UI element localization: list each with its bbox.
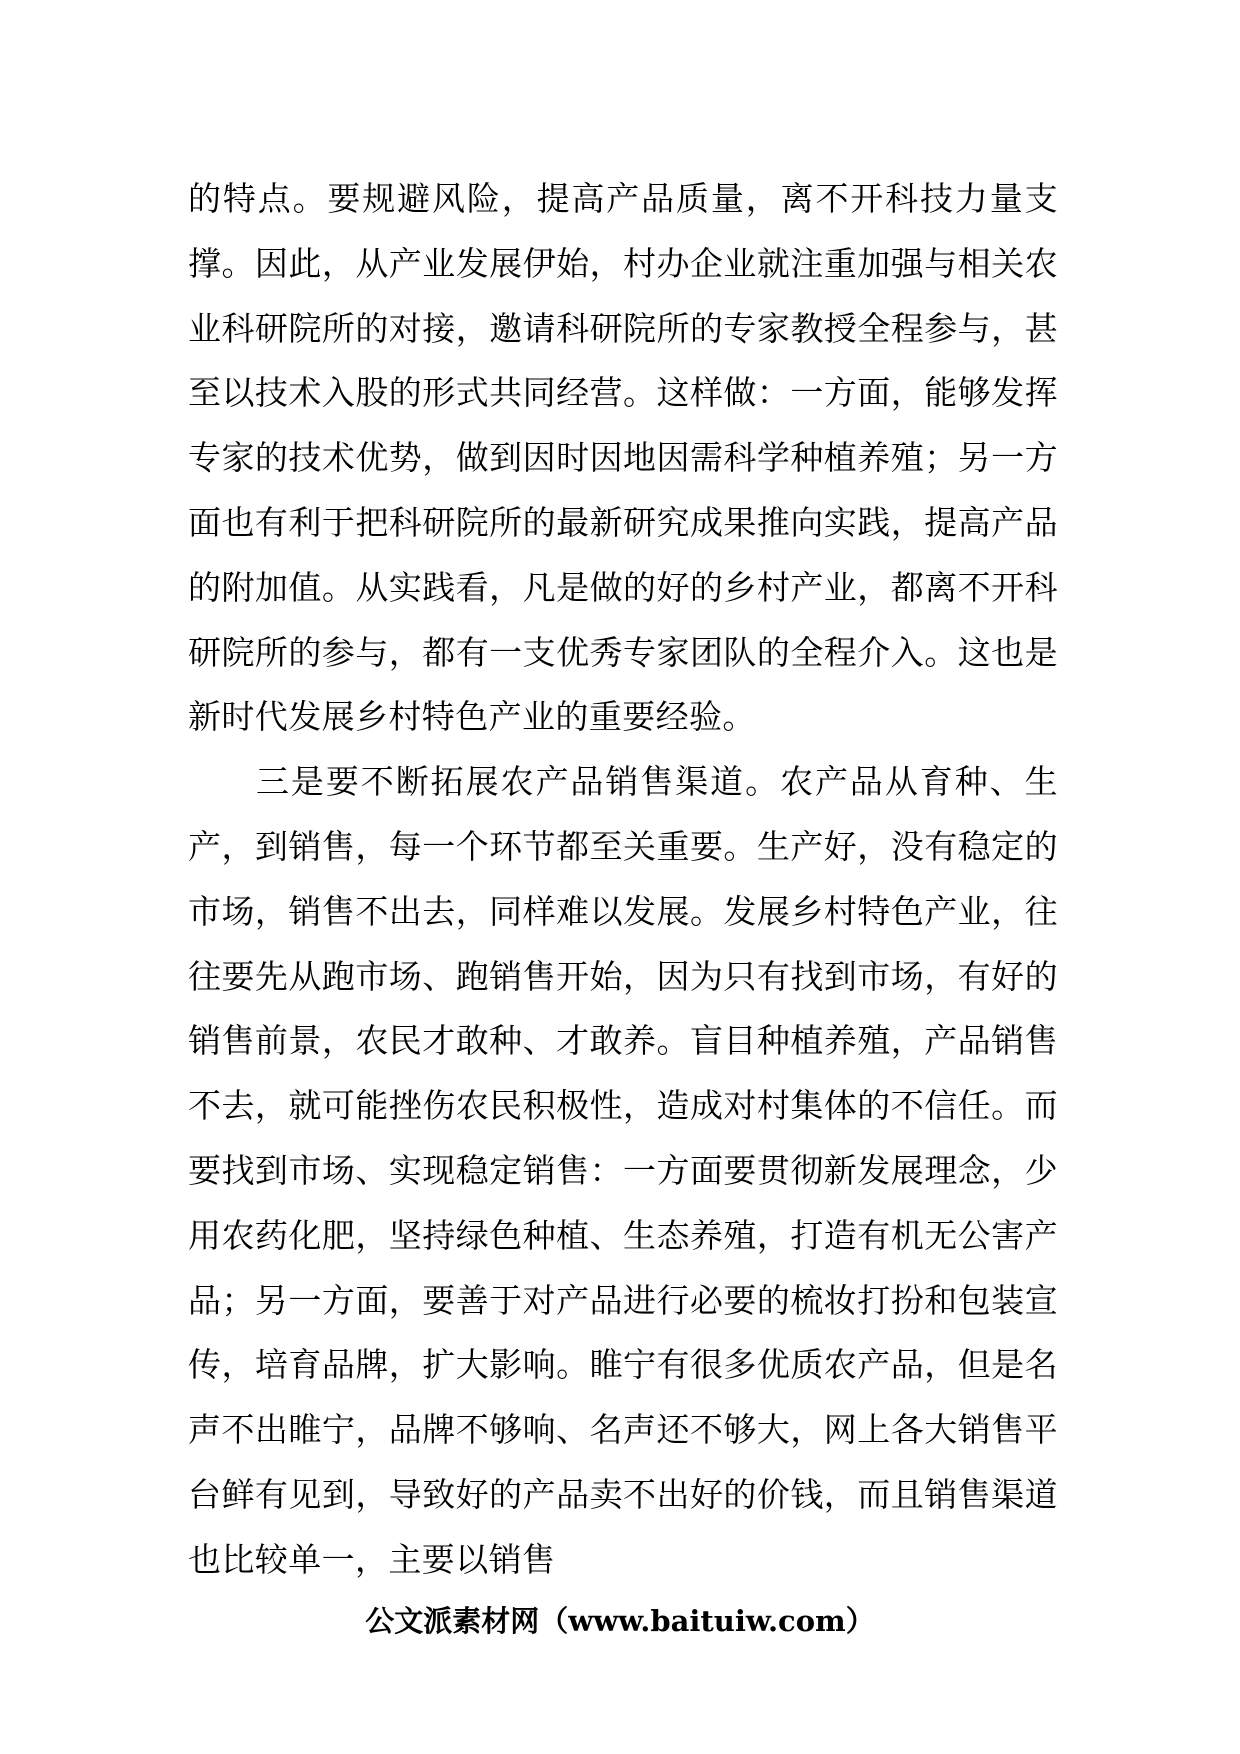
footer-watermark: 公文派素材网（www.baituiw.com） bbox=[365, 1604, 875, 1638]
paragraph-1: 的特点。要规避风险，提高产品质量，离不开科技力量支撑。因此，从产业发展伊始，村办企业就注重加强与相关农业科研院所的对接，邀请科研院所的专家教授全程参与，甚至以技术入股的形式共同经营。这样做：一方面，能够发挥专家的技术优势，做到因时因地因需科学种植养殖；另一方面也有利于把科研院所的最新研究成果推向实践，提高产品的附加值。从实践看，凡是做的好的乡村产业，都离不开科研院所的参与，都有一支优秀专家团队的全程介入。这也是新时代发展乡村特色产业的重要经验。 bbox=[188, 179, 1058, 737]
body-text bbox=[188, 167, 1058, 1593]
paragraph-2: 三是要不断拓展农产品销售渠道。农产品从育种、生产，到销售，每一个环节都至关重要。生产好，没有稳定的市场，销售不出去，同样难以发展。发展乡村特色产业，往往要先从跑市场、跑销售开始，因为只有找到市场，有好的销售前景，农民才敢种、才敢养。盲目种植养殖，产品销售不去，就可能挫伤农民积极性，造成对村集体的不信任。而要找到市场、实现稳定销售：一方面要贯彻新发展理念，少用农药化肥，坚持绿色种植、生态养殖，打造有机无公害产品；另一方面，要善于对产品进行必要的梳妆打扮和包装宣传，培育品牌，扩大影响。睢宁有很多优质农产品，但是名声不出睢宁，品牌不够响、名声还不够大，网上各大销售平台鲜有见到，导致好的产品卖不出好的价钱，而且销售渠道也比较单一，主要以销售 bbox=[188, 762, 1058, 1579]
